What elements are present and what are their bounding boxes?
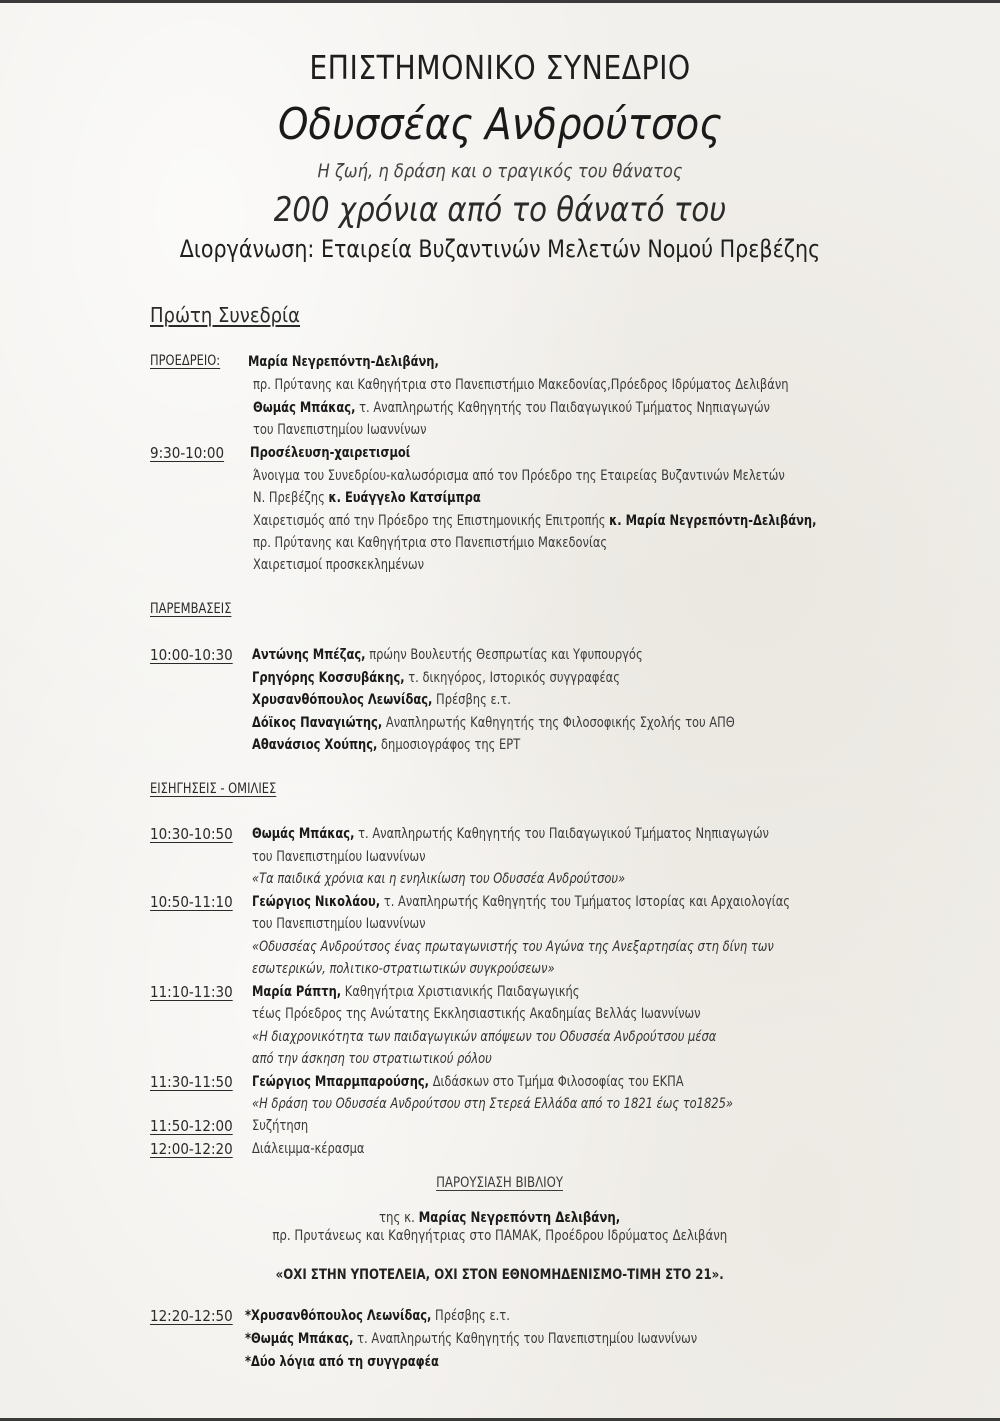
presidium-line: Θωμάς Μπάκας, τ. Αναπληρωτής Καθηγητής του Παιδαγωγικού Τμήματος Νηπιαγωγών <box>253 400 770 416</box>
opening-line: Ν. Πρεβέζης κ. Ευάγγελο Κατσίμπρα <box>253 490 481 506</box>
speaker-line: Δόϊκος Παναγιώτης, Αναπληρωτής Καθηγητής της Φιλοσοφικής Σχολής του ΑΠΘ <box>252 715 735 731</box>
talk-line: Διάλειμμα-κέρασμα <box>252 1141 365 1157</box>
honoree-name: Οδυσσέας Ανδρούτσος <box>278 99 722 150</box>
talk-title: από την άσκηση του στρατιωτικού ρόλου <box>252 1051 492 1067</box>
speaker-line: Χρυσανθόπουλος Λεωνίδας, Πρέσβης ε.τ. <box>252 692 511 708</box>
time-slot: 10:00-10:30 <box>150 646 233 664</box>
book-speaker-line: *Δύο λόγια από τη συγγραφέα <box>245 1354 439 1370</box>
opening-line: πρ. Πρύτανης και Καθηγήτρια στο Πανεπιστήμιο Μακεδονίας <box>253 535 608 551</box>
opening-line: Προσέλευση-χαιρετισμοί <box>250 445 411 461</box>
talk-title: «Τα παιδικά χρόνια και η ενηλικίωση του Οδυσσέα Ανδρούτσου» <box>252 871 626 887</box>
book-title: «ΟΧΙ ΣΤΗΝ ΥΠΟΤΕΛΕΙΑ, ΟΧΙ ΣΤΟΝ ΕΘΝΟΜΗΔΕΝΙΣΜΟ-ΤΙΜΗ ΣΤΟ 21». <box>275 1267 725 1283</box>
book-author-line: της κ. Μαρίας Νεγρεπόντη Δελιβάνη, <box>379 1210 621 1226</box>
time-slot: 12:00-12:20 <box>150 1140 233 1158</box>
speaker-line: Γρηγόρης Κοσσυβάκης, τ. δικηγόρος, Ιστορικός συγγραφέας <box>252 670 620 686</box>
time-slot: 11:50-12:00 <box>150 1117 233 1135</box>
document-page <box>0 3 1000 1418</box>
time-slot: 9:30-10:00 <box>150 444 225 462</box>
anniversary-line: 200 χρόνια από το θάνατό του <box>273 190 727 230</box>
talk-line: του Πανεπιστημίου Ιωαννίνων <box>252 849 426 865</box>
speaker-line: Αθανάσιος Χούπης, δημοσιογράφος της ΕΡΤ <box>252 737 521 753</box>
talk-line: Γεώργιος Νικολάου, τ. Αναπληρωτής Καθηγητής του Τμήματος Ιστορίας και Αρχαιολογίας <box>252 894 791 910</box>
time-slot: 10:30-10:50 <box>150 825 233 843</box>
presidium-label: ΠΡΟΕΔΡΕΙΟ: <box>150 353 221 369</box>
talk-line: Θωμάς Μπάκας, τ. Αναπληρωτής Καθηγητής του Παιδαγωγικού Τμήματος Νηπιαγωγών <box>252 826 769 842</box>
opening-line: Χαιρετισμοί προσκεκλημένων <box>253 557 424 573</box>
opening-line: Χαιρετισμός από την Πρόεδρο της Επιστημονικής Επιτροπής κ. Μαρία Νεγρεπόντη-Δελιβάνη, <box>253 513 817 529</box>
talk-line: του Πανεπιστημίου Ιωαννίνων <box>252 916 426 932</box>
interventions-label: ΠΑΡΕΜΒΑΣΕΙΣ <box>150 601 232 617</box>
talk-title: εσωτερικών, πολιτικο-στρατιωτικών συγκρούσεων» <box>252 961 555 977</box>
time-slot: 10:50-11:10 <box>150 893 233 911</box>
book-author-title: πρ. Πρυτάνεως και Καθηγήτριας στο ΠΑΜΑΚ, Προέδρου Ιδρύματος Δελιβάνη <box>272 1228 728 1244</box>
time-slot: 12:20-12:50 <box>150 1307 233 1325</box>
time-slot: 11:30-11:50 <box>150 1073 233 1091</box>
opening-line: Άνοιγμα του Συνεδρίου-καλωσόρισμα από τον Πρόεδρο της Εταιρείας Βυζαντινών Μελετών <box>253 468 785 484</box>
talk-title: «Η διαχρονικότητα των παιδαγωγικών απόψεων του Οδυσσέα Ανδρούτσου μέσα <box>252 1029 717 1045</box>
presidium-line: του Πανεπιστημίου Ιωαννίνων <box>253 422 427 438</box>
talk-line: Γεώργιος Μπαρμπαρούσης, Διδάσκων στο Τμήμα Φιλοσοφίας του ΕΚΠΑ <box>252 1074 684 1090</box>
organizer-line: Διοργάνωση: Εταιρεία Βυζαντινών Μελετών Νομού Πρεβέζης <box>179 235 821 263</box>
session-title: Πρώτη Συνεδρία <box>150 303 300 327</box>
talks-label: ΕΙΣΗΓΗΣΕΙΣ - ΟΜΙΛΙΕΣ <box>150 781 277 797</box>
speaker-line: Αντώνης Μπέζας, πρώην Βουλευτής Θεσπρωτίας και Υφυπουργός <box>252 647 643 663</box>
talk-title: «Οδυσσέας Ανδρούτσος ένας πρωταγωνιστής του Αγώνα της Ανεξαρτησίας στη δίνη των <box>252 939 774 955</box>
presidium-line: πρ. Πρύτανης και Καθηγήτρια στο Πανεπιστήμιο Μακεδονίας,Πρόεδρος Ιδρύματος Δελιβάνη <box>253 377 789 393</box>
book-speaker-line: *Χρυσανθόπουλος Λεωνίδας, Πρέσβης ε.τ. <box>245 1308 510 1324</box>
talk-line: τέως Πρόεδρος της Ανώτατης Εκκλησιαστικής Ακαδημίας Βελλάς Ιωαννίνων <box>252 1006 701 1022</box>
book-presentation-label: ΠΑΡΟΥΣΙΑΣΗ ΒΙΒΛΙΟΥ <box>436 1175 564 1191</box>
talk-line: Μαρία Ράπτη, Καθηγήτρια Χριστιανικής Παιδαγωγικής <box>252 984 580 1000</box>
talk-line: Συζήτηση <box>252 1118 309 1134</box>
presidium-line: Μαρία Νεγρεπόντη-Δελιβάνη, <box>248 354 439 370</box>
book-speaker-line: *Θωμάς Μπάκας, τ. Αναπληρωτής Καθηγητής του Πανεπιστημίου Ιωαννίνων <box>245 1331 698 1347</box>
conference-subtitle: Η ζωή, η δράση και ο τραγικός του θάνατος <box>317 160 683 182</box>
time-slot: 11:10-11:30 <box>150 983 233 1001</box>
talk-title: «Η δράση του Οδυσσέα Ανδρούτσου στη Στερεά Ελλάδα από το 1821 έως το1825» <box>252 1096 733 1112</box>
conference-title: ΕΠΙΣΤΗΜΟΝΙΚΟ ΣΥΝΕΔΡΙΟ <box>309 48 691 87</box>
